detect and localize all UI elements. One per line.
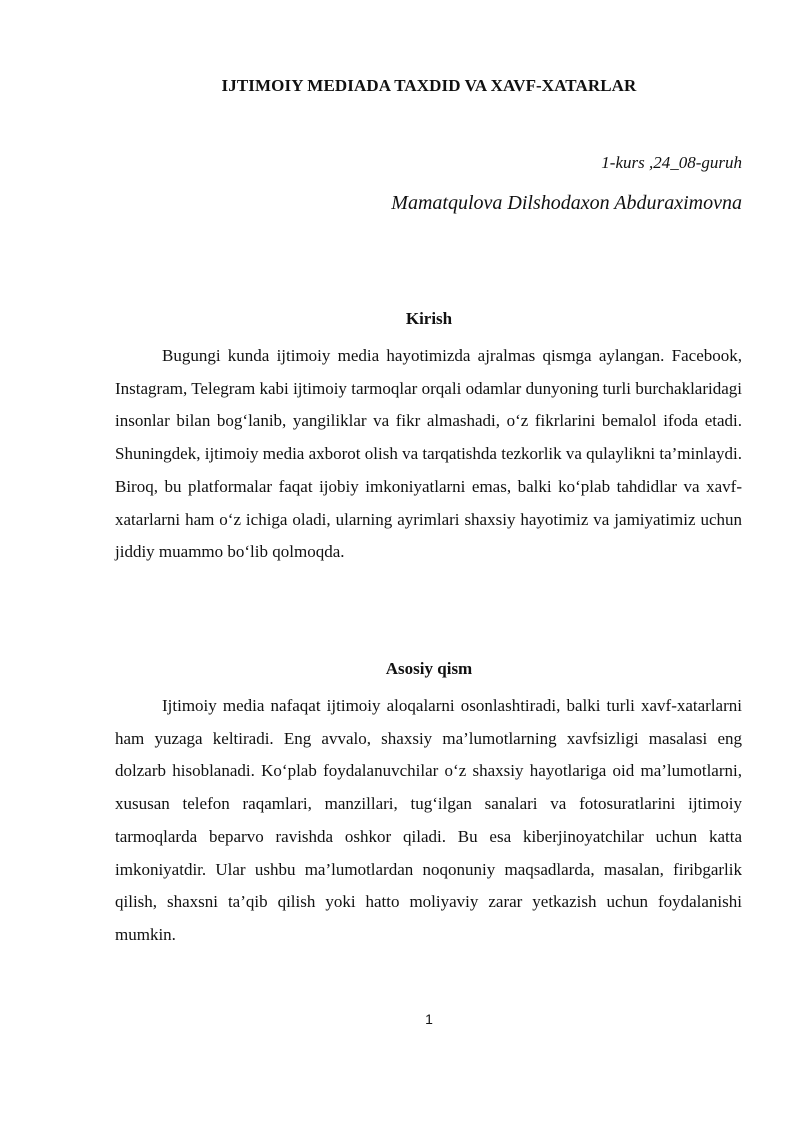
course-group-line: 1-kurs ,24_08-guruh: [601, 153, 742, 172]
page-number: 1: [425, 1011, 433, 1027]
document-title: IJTIMOIY MEDIADA TAXDID VA XAVF-XATARLAR: [221, 76, 637, 95]
author-block: [391, 150, 742, 216]
section-heading-intro: Kirish: [405, 309, 453, 328]
intro-paragraph: Bugungi kunda ijtimoiy media hayotimizda ajralmas qismga aylangan. Facebook, Instagram, Telegram kabi ijtimoiy tarmoqlar orqali odamlar dunyoning turli burchaklaridagi insonlar bilan bog‘lanib, yangiliklar va fikr almashadi, o‘z fikrlarini bemalol ifoda etadi. Shuningdek, ijtimoiy media axborot olish va tarqatishda tezkorlik va qulaylikni ta’minlaydi. Biroq, bu platformalar faqat ijobiy imkoniyatlarni emas, balki ko‘plab tahdidlar va xavf-xatarlarni ham o‘z ichiga oladi, ularning ayrimlari shaxsiy hayotimiz va jamiyatimiz uchun jiddiy muammo bo‘lib qolmoqda.: [115, 346, 742, 562]
section-heading-main: Asosiy qism: [385, 659, 473, 678]
main-paragraph: Ijtimoiy media nafaqat ijtimoiy aloqalarni osonlashtiradi, balki turli xavf-xatarlarni ham yuzaga keltiradi. Eng avvalo, shaxsiy ma’lumotlarning xavfsizligi masalasi eng dolzarb hisoblanadi. Ko‘plab foydalanuvchilar o‘z shaxsiy hayotlariga oid ma’lumotlarni, xususan telefon raqamlari, manzillari, tug‘ilgan sanalari va fotosuratlarini ijtimoiy tarmoqlarda beparvo ravishda oshkor qiladi. Bu esa kiberjinoyatchilar uchun katta imkoniyatdir. Ular ushbu ma’lumotlardan noqonuniy maqsadlarda, masalan, firibgarlik qilish, shaxsni ta’qib qilish yoki hatto moliyaviy zarar yetkazish uchun foydalanishi mumkin.: [115, 696, 742, 944]
author-name: Mamatqulova Dilshodaxon Abduraximovna: [391, 192, 742, 214]
